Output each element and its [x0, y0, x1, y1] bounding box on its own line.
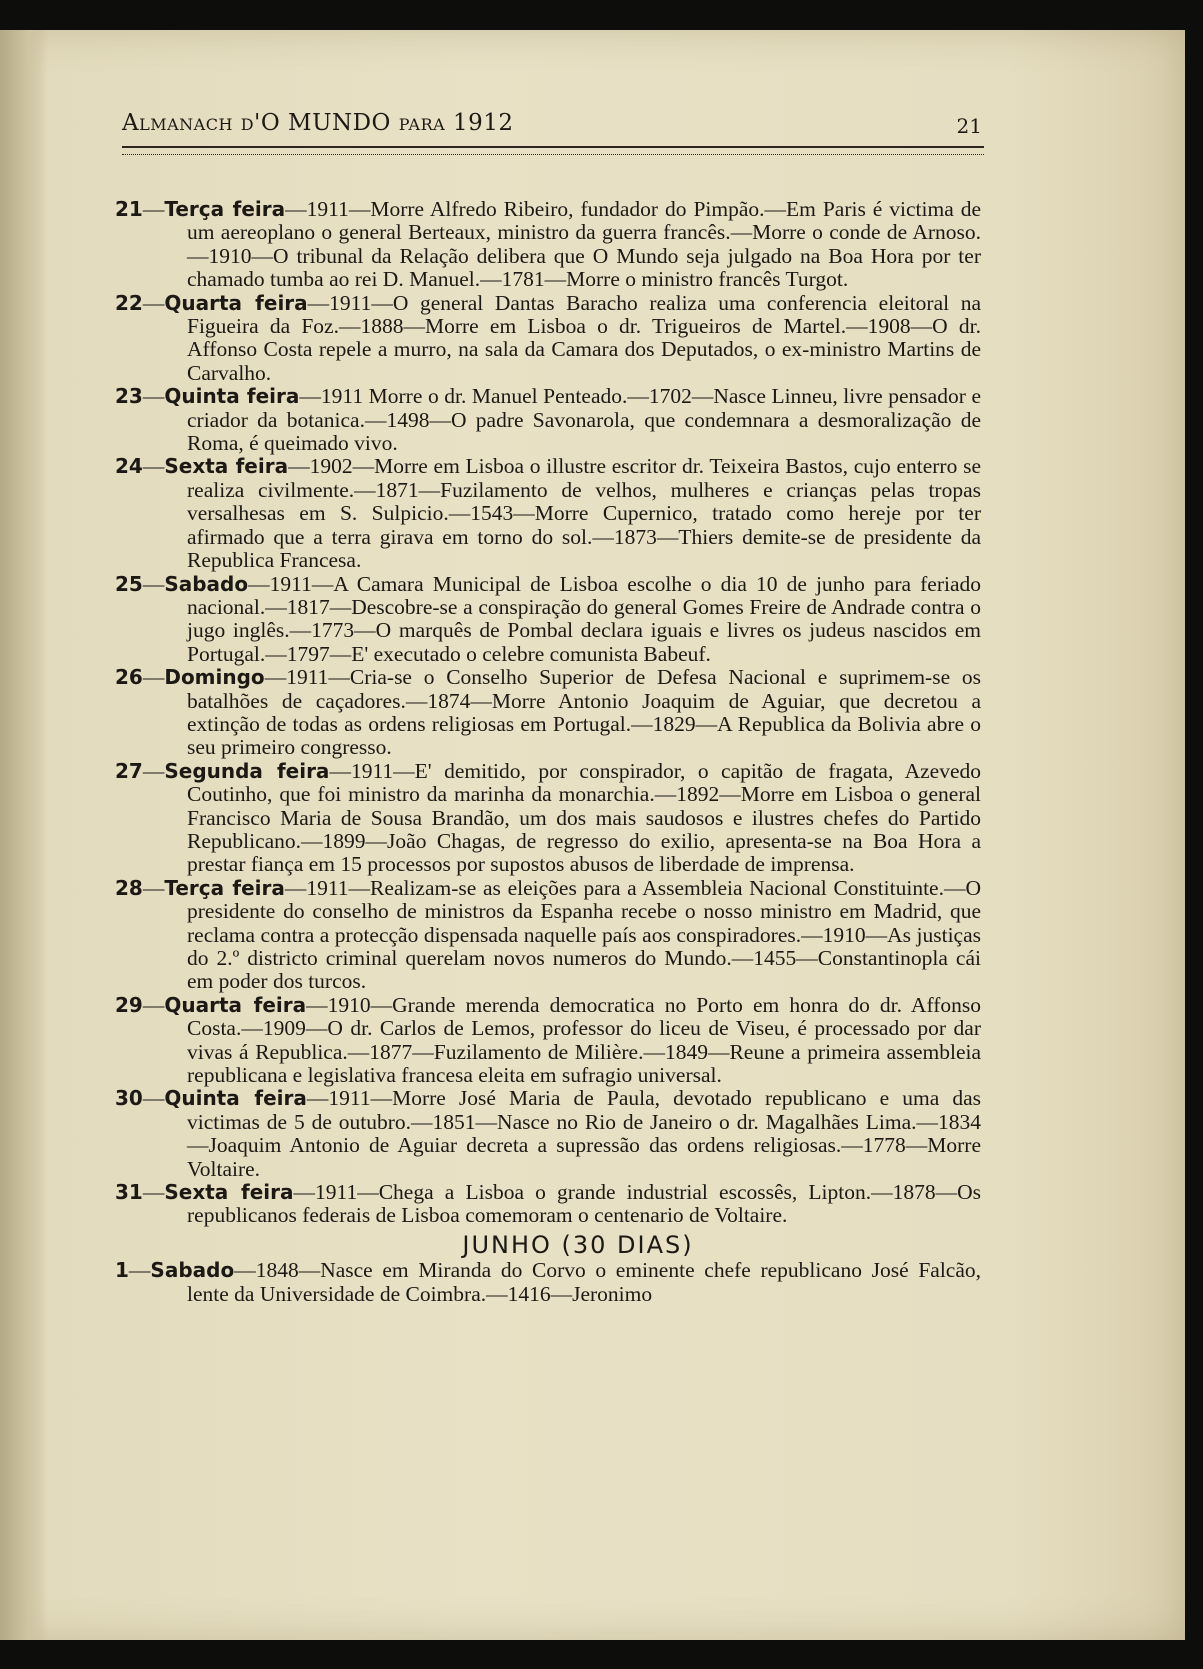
day-number: 29: [115, 992, 143, 1017]
almanac-page: [0, 30, 1185, 1640]
entries-text: [115, 198, 981, 1306]
day-entry: 27—Segunda feira—1911—E' demitido, por conspirador, o capitão de fragata, Azevedo Coutinho, que foi ministro da marinha da monarchia.—1892—Morre em Lisboa o general Francisco Maria de Sousa Brandão, um dos mais saudosos e ilustres chefes do Partido Republicano.—1899—João Chagas, de regresso do exilio, apresenta-se na Boa Hora a prestar fiança em 15 processos por supostos abusos de liberdade de imprensa.: [115, 758, 981, 877]
entry-text: —1911—Morre José Maria de Paula, devotado republicano e uma das victimas de 5 de outubro.—1851—Nasce no Rio de Janeiro o dr. Magalhães Lima.—1834—Joaquim Antonio de Aguiar decreta a supressão das ordens religiosas.—1778—Morre Voltaire.: [187, 1086, 981, 1181]
day-number: 21: [115, 197, 143, 221]
entry-text: —1911—O general Dantas Baracho realiza uma conferencia eleitoral na Figueira da Foz.—1888—Morre em Lisboa o dr. Trigueiros de Martel.—1908—O dr. Affonso Costa repele a murro, na sala da Camara dos Deputados, o ex-ministro Martins de Carvalho.: [187, 290, 981, 385]
day-entry: 21—Terça feira—1911—Morre Alfredo Ribeiro, fundador do Pimpão.—Em Paris é victima de um aereoplano o general Berteaux, ministro da guerra francês.—Morre o conde de Arnoso.—1910—O tribunal da Relação delibera que O Mundo seja julgado na Boa Hora por ter chamado tumba ao rei D. Manuel.—1781—Morre o ministro francês Turgot.: [115, 197, 982, 292]
day-entry: 26—Domingo—1911—Cria-se o Conselho Superior de Defesa Nacional e suprimem-se os batalhões de caçadores.—1874—Morre Antonio Joaquim de Aguiar, que decretou a extinção de todas as ordens religiosas em Portugal.—1829—A Republica da Bolivia abre o seu primeiro congresso.: [115, 665, 981, 760]
page-shadow-edge: [0, 30, 48, 1640]
page-number: 21: [956, 114, 982, 138]
day-number: 24: [115, 454, 143, 479]
day-number: 31: [115, 1180, 143, 1205]
entry-text: —1911—Chega a Lisboa o grande industrial escossês, Lipton.—1878—Os republicanos federais de Lisboa comemoram o centenario de Voltaire.: [187, 1180, 982, 1228]
day-entry: 23—Quinta feira—1911 Morre o dr. Manuel Penteado.—1702—Nasce Linneu, livre pensador e criador da botanica.—1498—O padre Savonarola, que condemnara a desmoralização de Roma, é queimado vivo.: [115, 384, 981, 456]
weekday-name: Terça feira: [164, 875, 285, 900]
day-number: 28: [115, 875, 143, 900]
entry-text: —1911—Realizam-se as eleições para a Assembleia Nacional Constituinte.—O presidente do conselho de ministros da Espanha recebe o nosso ministro em Madrid, que reclama contra a protecção dispensada naquelle país aos conspiradores.—1910—As justiças do 2.º districto criminal querelam novos numeros do Mundo.—1455—Constantinopla cái em poder dos turcos.: [187, 875, 981, 994]
may-entries: [115, 198, 981, 1228]
weekday-name: Quinta feira: [164, 1086, 307, 1111]
day-entry: 30—Quinta feira—1911—Morre José Maria de Paula, devotado republicano e uma das victimas de 5 de outubro.—1851—Nasce no Rio de Janeiro o dr. Magalhães Lima.—1834—Joaquim Antonio de Aguiar decreta a supressão das ordens religiosas.—1778—Morre Voltaire.: [115, 1086, 981, 1181]
entry-text: —1911 Morre o dr. Manuel Penteado.—1702—Nasce Linneu, livre pensador e criador da botanica.—1498—O padre Savonarola, que condemnara a desmoralização de Roma, é queimado vivo.: [187, 384, 981, 456]
entry-text: —1911—E' demitido, por conspirador, o capitão de fragata, Azevedo Coutinho, que foi ministro da marinha da monarchia.—1892—Morre em Lisboa o general Francisco Maria de Sousa Brandão, um dos mais saudosos e ilustres chefes do Partido Republicano.—1899—João Chagas, de regresso do exilio, apresenta-se na Boa Hora a prestar fiança em 15 processos por supostos abusos de liberdade de imprensa.: [187, 758, 981, 877]
header-title: Almanach d'O MUNDO para 1912: [122, 110, 514, 136]
header-rule: [122, 146, 984, 155]
entry-text: —1902—Morre em Lisboa o illustre escritor dr. Teixeira Bastos, cujo enterro se realiza civilmente.—1871—Fuzilamento de velhos, mulheres e crianças pelas tropas versalhesas em S. Sulpicio.—1543—Morre Cupernico, tratado como hereje por ter afirmado que a terra girava em torno do sol.—1873—Thiers demite-se de presidente da Republica Francesa.: [187, 454, 981, 573]
month-heading: JUNHO (30 DIAS): [462, 1230, 694, 1259]
day-number: 25: [115, 571, 143, 596]
day-number: 30: [115, 1086, 143, 1111]
day-entry: 24—Sexta feira—1902—Morre em Lisboa o illustre escritor dr. Teixeira Bastos, cujo enterro se realiza civilmente.—1871—Fuzilamento de velhos, mulheres e crianças pelas tropas versalhesas em S. Sulpicio.—1543—Morre Cupernico, tratado como hereje por ter afirmado que a terra girava em torno do sol.—1873—Thiers demite-se de presidente da Republica Francesa.: [115, 454, 981, 573]
day-entry: 25—Sabado—1911—A Camara Municipal de Lisboa escolhe o dia 10 de junho para feriado nacional.—1817—Descobre-se a conspiração do general Gomes Freire de Andrade contra o jugo inglês.—1773—O marquês de Pombal declara iguais e livres os judeus nascidos em Portugal.—1797—E' executado o celebre comunista Babeuf.: [115, 571, 981, 666]
weekday-name: Sabado: [164, 571, 249, 596]
weekday-name: Quarta feira: [164, 992, 307, 1017]
weekday-name: Segunda feira: [164, 758, 330, 783]
day-entry: 22—Quarta feira—1911—O general Dantas Baracho realiza uma conferencia eleitoral na Figueira da Foz.—1888—Morre em Lisboa o dr. Trigueiros de Martel.—1908—O dr. Affonso Costa repele a murro, na sala da Camara dos Deputados, o ex-ministro Martins de Carvalho.: [115, 290, 981, 385]
day-number: 23: [115, 384, 143, 409]
weekday-name: Terça feira: [164, 197, 286, 221]
weekday-name: Domingo: [164, 665, 265, 690]
weekday-name: Sexta feira: [164, 454, 289, 479]
entry-text: —1911—Cria-se o Conselho Superior de Defesa Nacional e suprimem-se os batalhões de caçadores.—1874—Morre Antonio Joaquim de Aguiar, que decretou a extinção de todas as ordens religiosas em Portugal.—1829—A Republica da Bolivia abre o seu primeiro congresso.: [187, 665, 981, 760]
day-entry: 31—Sexta feira—1911—Chega a Lisboa o grande industrial escossês, Lipton.—1878—Os republicanos federais de Lisboa comemoram o centenario de Voltaire.: [115, 1180, 982, 1228]
day-number: 26: [115, 665, 143, 690]
weekday-name: Sabado: [150, 1258, 235, 1283]
day-number: 27: [115, 758, 143, 783]
entry-text: —1910—Grande merenda democratica no Porto em honra do dr. Affonso Costa.—1909—O dr. Carlos de Lemos, professor do liceu de Viseu, é processado por dar vivas á Republica.—1877—Fuzilamento de Milière.—1849—Reune a primeira assembleia republicana e legislativa francesa eleita em sufragio universal.: [187, 992, 981, 1088]
june-entries: [115, 1259, 981, 1306]
day-number: 1: [115, 1258, 129, 1283]
day-entry: 1—Sabado—1848—Nasce em Miranda do Corvo o eminente chefe republicano José Falcão, lente da Universidade de Coimbra.—1416—Jeronimo: [115, 1258, 981, 1306]
weekday-name: Quinta feira: [164, 384, 300, 409]
entry-text: —1848—Nasce em Miranda do Corvo o eminente chefe republicano José Falcão, lente da Universidade de Coimbra.—1416—Jeronimo: [187, 1258, 981, 1306]
entry-text: —1911—A Camara Municipal de Lisboa escolhe o dia 10 de junho para feriado nacional.—1817—Descobre-se a conspiração do general Gomes Freire de Andrade contra o jugo inglês.—1773—O marquês de Pombal declara iguais e livres os judeus nascidos em Portugal.—1797—E' executado o celebre comunista Babeuf.: [187, 571, 981, 666]
day-entry: 28—Terça feira—1911—Realizam-se as eleições para a Assembleia Nacional Constituinte.—O presidente do conselho de ministros da Espanha recebe o nosso ministro em Madrid, que reclama contra a protecção dispensada naquelle país aos conspiradores.—1910—As justiças do 2.º districto criminal querelam novos numeros do Mundo.—1455—Constantinopla cái em poder dos turcos.: [115, 875, 981, 994]
entry-text: —1911—Morre Alfredo Ribeiro, fundador do Pimpão.—Em Paris é victima de um aereoplano o general Berteaux, ministro da guerra francês.—Morre o conde de Arnoso.—1910—O tribunal da Relação delibera que O Mundo seja julgado na Boa Hora por ter chamado tumba ao rei D. Manuel.—1781—Morre o ministro francês Turgot.: [187, 197, 982, 292]
day-number: 22: [115, 290, 143, 315]
day-entry: 29—Quarta feira—1910—Grande merenda democratica no Porto em honra do dr. Affonso Costa.—1909—O dr. Carlos de Lemos, professor do liceu de Viseu, é processado por dar vivas á Republica.—1877—Fuzilamento de Milière.—1849—Reune a primeira assembleia republicana e legislativa francesa eleita em sufragio universal.: [115, 992, 981, 1088]
weekday-name: Quarta feira: [164, 290, 308, 315]
running-header: [122, 110, 982, 150]
weekday-name: Sexta feira: [164, 1180, 294, 1205]
